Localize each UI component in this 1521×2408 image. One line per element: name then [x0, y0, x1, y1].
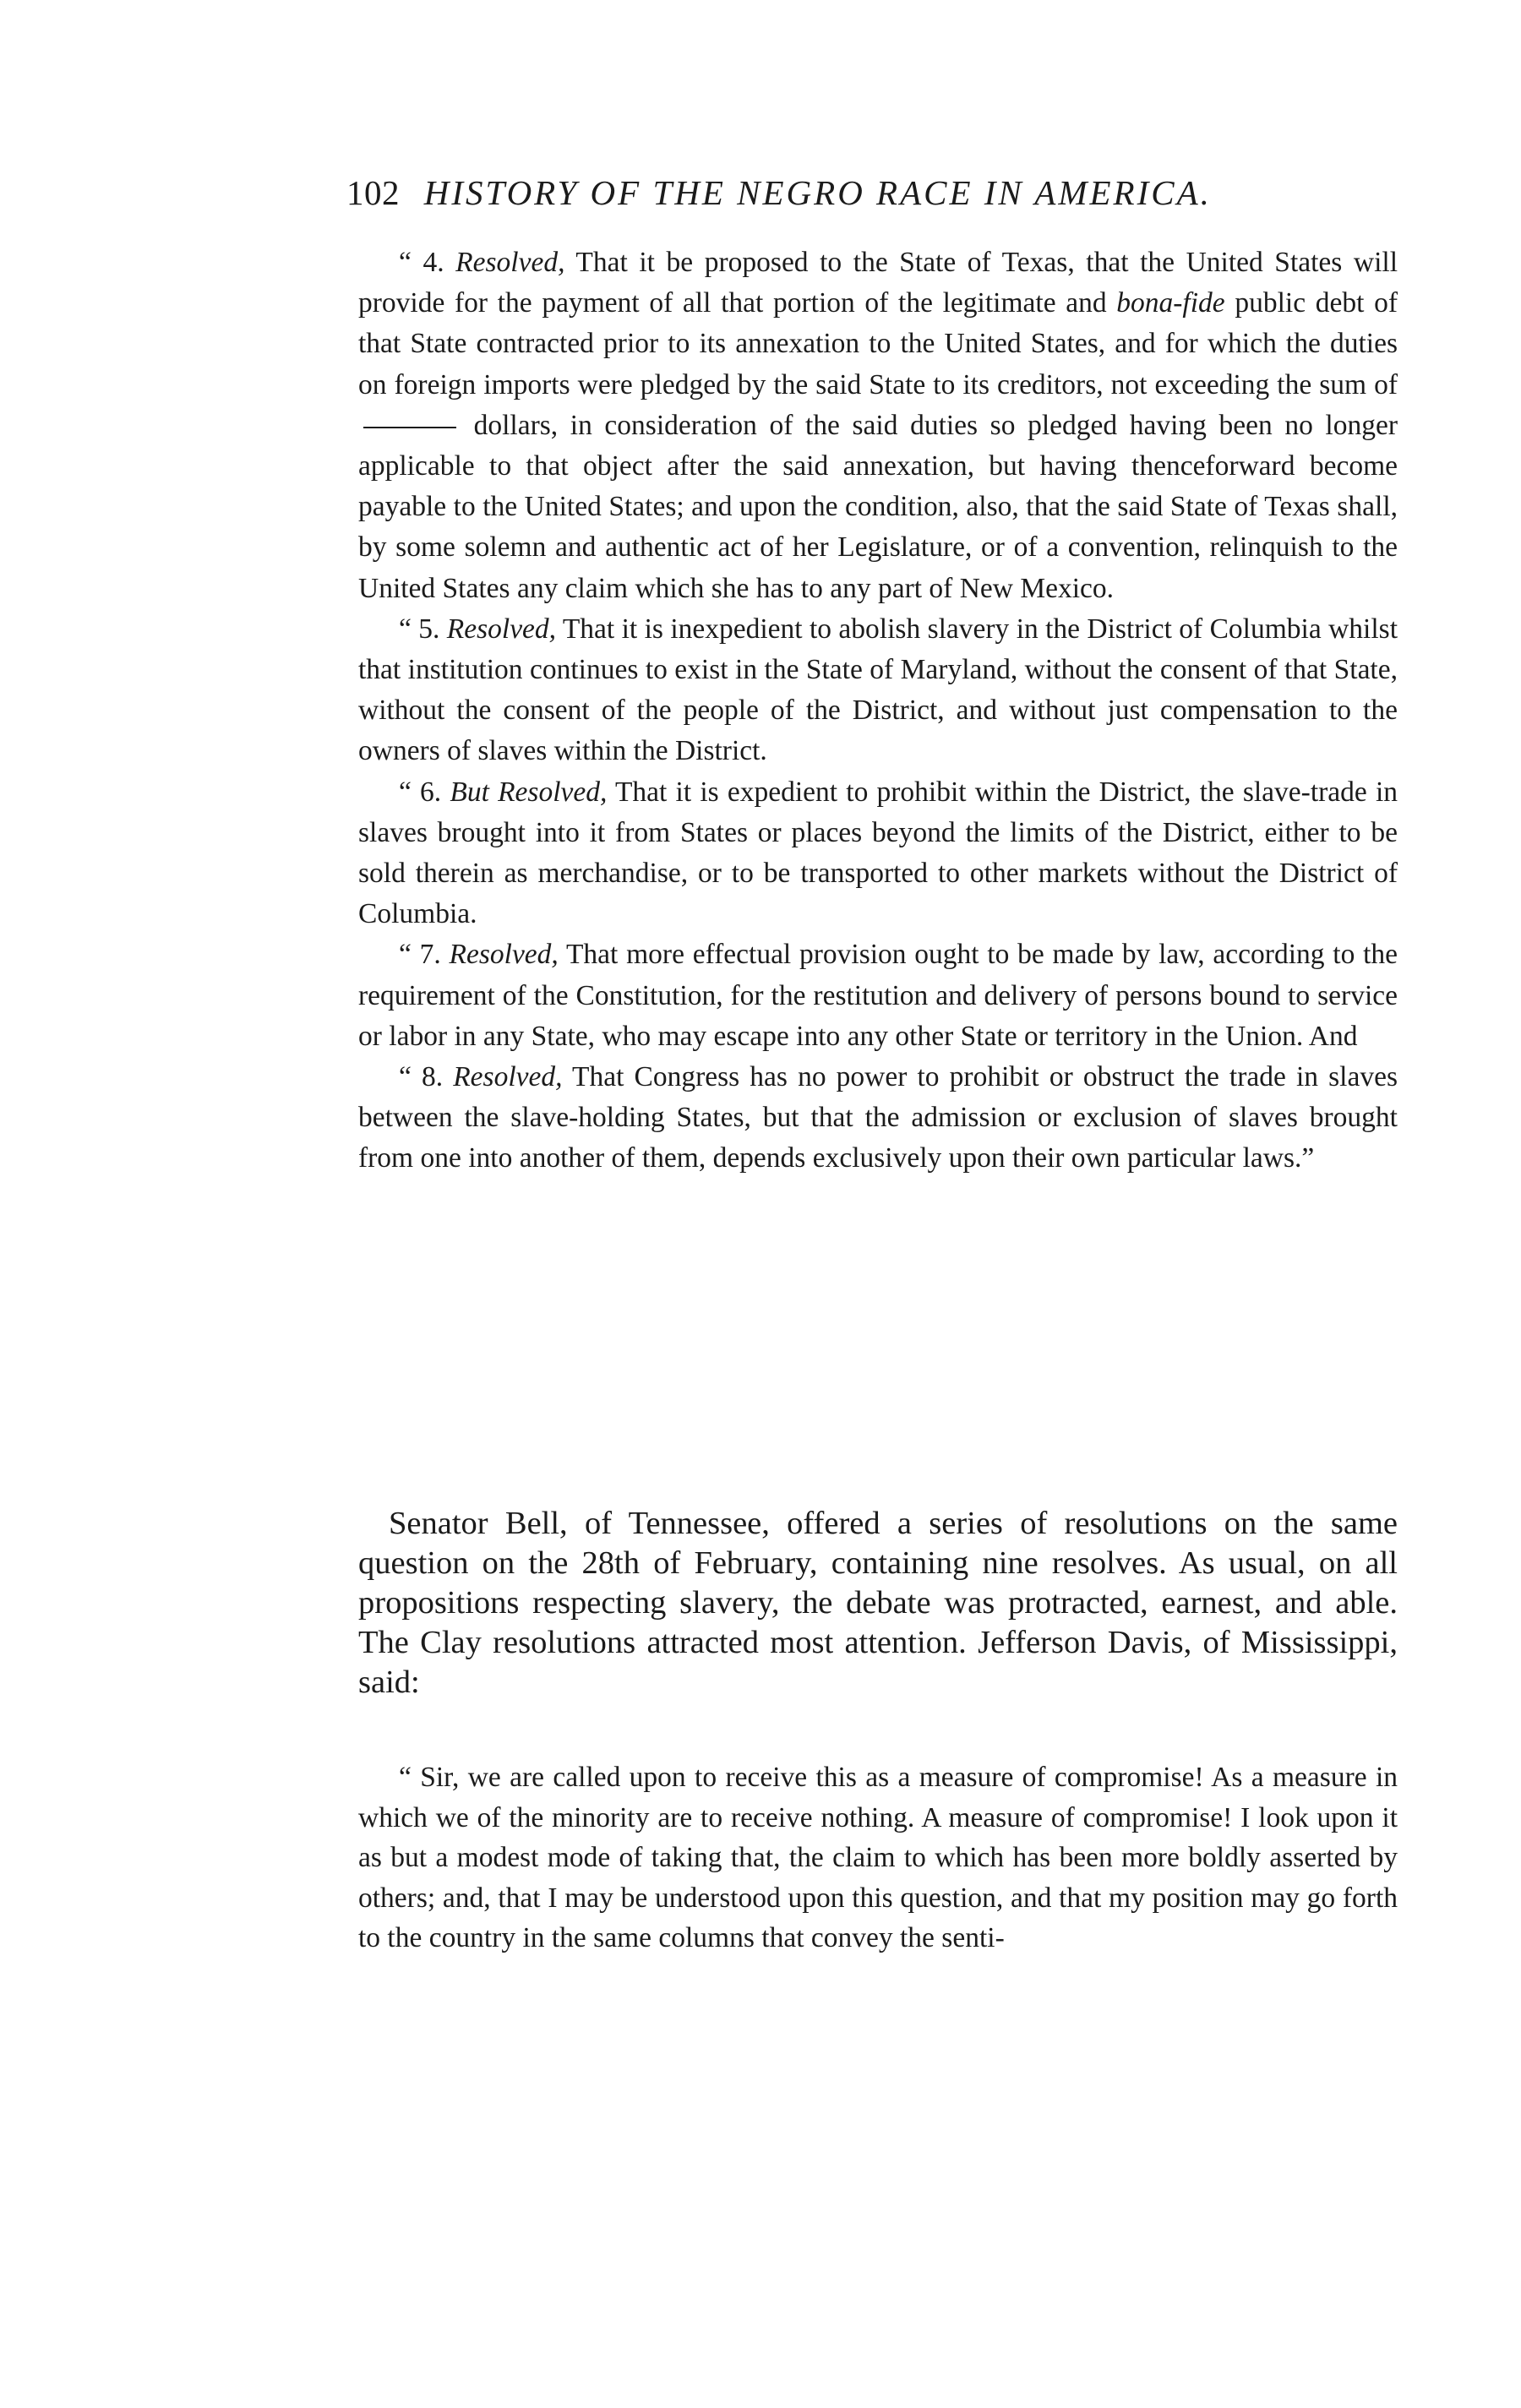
resolution-number: “ 7.	[399, 939, 441, 971]
quote-paragraph: “ Sir, we are called upon to receive this as a measure of compromise! As a measure in which we of the minority are to receive nothing. A measure of compromise! I look upon it as but a modest mode of taking that, the claim to which has been more boldly asserted by others; and, that I may be understood upon this question, and that my position may go forth to the country in the same columns that convey the senti-	[358, 1762, 1398, 1954]
resolution-number: “ 4.	[399, 247, 444, 278]
resolution-8	[358, 1057, 1398, 1179]
resolution-6	[358, 772, 1398, 935]
resolution-7	[358, 934, 1398, 1057]
resolution-keyword: Resolved,	[449, 939, 559, 971]
resolution-text: That it be proposed to the State of Texas, that the United States will provide for the payment of all that portion of the legitimate and	[358, 247, 1398, 319]
narrative-body	[358, 1504, 1398, 1702]
resolution-5	[358, 609, 1398, 772]
body-paragraph: Senator Bell, of Tennessee, offered a series of resolutions on the same question on the 28th of February, containing nine resolves. As usual, on all propositions respecting slavery, the debate was protracted, earnest, and able. The Clay resolutions attracted most attention. Jefferson Davis, of Mississippi, said:	[358, 1506, 1398, 1700]
resolution-keyword: But Resolved,	[450, 776, 608, 808]
running-title: HISTORY OF THE NEGRO RACE IN AMERICA.	[423, 173, 1212, 212]
resolution-keyword: Resolved,	[455, 247, 565, 278]
resolution-text: That it is expedient to prohibit within the District, the slave-trade in slaves brought into it from States or places beyond the limits of the District, either to be sold therein as merchandise, or to be transported to other markets without the District of Columbia.	[358, 776, 1398, 930]
blank-amount-line	[363, 427, 456, 428]
resolution-number: “ 8.	[399, 1061, 444, 1093]
resolution-4	[358, 242, 1398, 609]
resolution-number: “ 5.	[399, 613, 440, 645]
resolution-text: That more effectual provision ought to be made by law, according to the requirement of the Constitution, for the restitution and delivery of persons bound to service or labor in any State, who may escape into any other State or territory in the Union. And	[358, 939, 1398, 1052]
resolution-text: That it is inexpedient to abolish slavery in the District of Columbia whilst that institution continues to exist in the State of Maryland, without the consent of that State, without the consent of the people of the District, and without just compensation to the owners of slaves within the District.	[358, 613, 1398, 767]
resolution-text: dollars, in consideration of the said duties so pledged having been no longer applicable to that object after the said annexation, but having thenceforward become payable to the United States; and upon the condition, also, that the said State of Texas shall, by some solemn and authentic act of her Legislature, or of a convention, relinquish to the United States any claim which she has to any part of New Mexico.	[358, 409, 1398, 604]
davis-quote	[358, 1757, 1398, 1959]
running-header	[346, 171, 1394, 215]
resolution-text: public debt of that State contracted prior to its annexation to the United States, and for which the duties on foreign imports were pledged by the said State to its creditors, not exceeding the sum of	[358, 287, 1398, 400]
resolution-number: “ 6.	[399, 776, 442, 808]
resolution-italic-term: bona-fide	[1116, 287, 1225, 319]
resolution-keyword: Resolved,	[453, 1061, 563, 1093]
page-number: 102	[346, 173, 400, 212]
resolutions-quote	[358, 242, 1398, 1179]
resolution-text: That Congress has no power to prohibit or obstruct the trade in slaves between the slave-holding States, but that the admission or exclusion of slaves brought from one into another of them, depends exclusively upon their own particular laws.”	[358, 1061, 1398, 1174]
resolution-keyword: Resolved,	[446, 613, 557, 645]
